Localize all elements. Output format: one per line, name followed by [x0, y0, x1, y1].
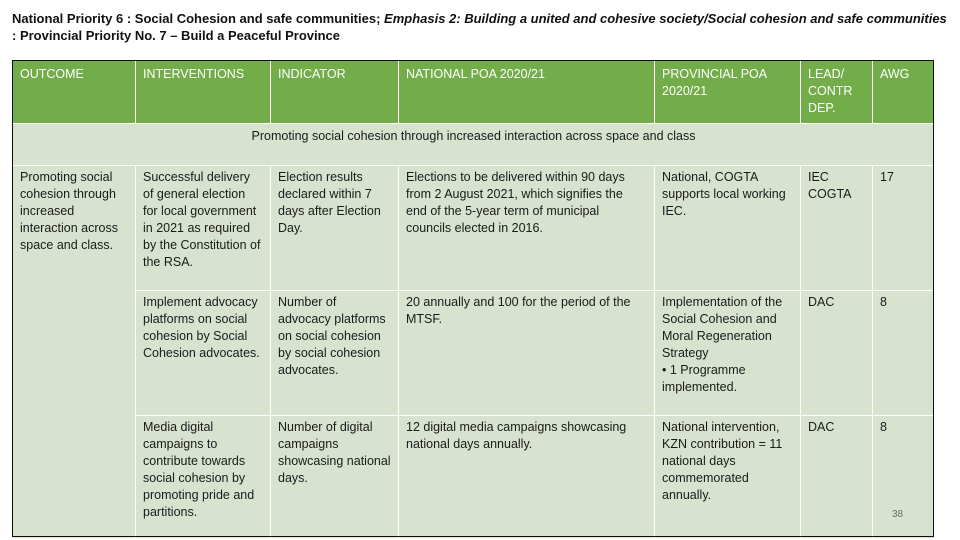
- title-emphasis: Emphasis 2: Building a united and cohesive society/Social cohesion and safe communities: [384, 11, 947, 26]
- priority-table: [12, 60, 935, 539]
- section-band-row: [13, 124, 935, 166]
- page-title: [12, 10, 948, 44]
- intervention-cell: Successful delivery of general election for local government in 2021 as required by the Constitution of the RSA.: [136, 166, 271, 291]
- awg-cell: 17: [873, 166, 935, 291]
- title-part-3: : Provincial Priority No. 7 – Build a Peaceful Province: [12, 28, 340, 43]
- indicator-cell: Number of advocacy platforms on social cohesion by social cohesion advocates.: [271, 291, 399, 416]
- provincial-poa-cell: National intervention, KZN contribution = 11 national days commemorated annually.: [655, 416, 801, 539]
- header-interventions: INTERVENTIONS: [136, 61, 271, 124]
- national-poa-cell: Elections to be delivered within 90 days from 2 August 2021, which signifies the end of the 5-year term of municipal councils elected in 2016.: [399, 166, 655, 291]
- header-lead-dep: LEAD/ CONTR DEP.: [801, 61, 873, 124]
- intervention-cell: Media digital campaigns to contribute towards social cohesion by promoting pride and partitions.: [136, 416, 271, 539]
- provincial-poa-bullet: • 1 Programme implemented.: [662, 363, 746, 394]
- header-national-poa: NATIONAL POA 2020/21: [399, 61, 655, 124]
- page-number: 38: [892, 509, 904, 520]
- table-row: [13, 291, 935, 416]
- section-band: Promoting social cohesion through increased interaction across space and class: [13, 124, 935, 166]
- provincial-poa-text: Implementation of the Social Cohesion and Moral Regeneration Strategy: [662, 295, 783, 360]
- indicator-cell: Number of digital campaigns showcasing national days.: [271, 416, 399, 539]
- table-row: [13, 416, 935, 539]
- header-awg: AWG: [873, 61, 935, 124]
- header-outcome: OUTCOME: [13, 61, 136, 124]
- provincial-poa-cell: [655, 291, 801, 416]
- lead-cell: IEC COGTA: [801, 166, 873, 291]
- header-row: [13, 61, 935, 124]
- intervention-cell: Implement advocacy platforms on social cohesion by Social Cohesion advocates.: [136, 291, 271, 416]
- awg-cell: 8: [873, 416, 935, 539]
- outcome-cell: Promoting social cohesion through increased interaction across space and class.: [13, 166, 136, 539]
- header-indicator: INDICATOR: [271, 61, 399, 124]
- title-part-1: National Priority 6 : Social Cohesion and safe communities;: [12, 11, 385, 26]
- national-poa-cell: 20 annually and 100 for the period of the MTSF.: [399, 291, 655, 416]
- lead-cell: DAC: [801, 291, 873, 416]
- lead-cell: DAC: [801, 416, 873, 539]
- awg-cell: 8: [873, 291, 935, 416]
- header-provincial-poa: PROVINCIAL POA 2020/21: [655, 61, 801, 124]
- provincial-poa-cell: National, COGTA supports local working IEC.: [655, 166, 801, 291]
- national-poa-cell: 12 digital media campaigns showcasing national days annually.: [399, 416, 655, 539]
- table-row: [13, 166, 935, 291]
- indicator-cell: Election results declared within 7 days after Election Day.: [271, 166, 399, 291]
